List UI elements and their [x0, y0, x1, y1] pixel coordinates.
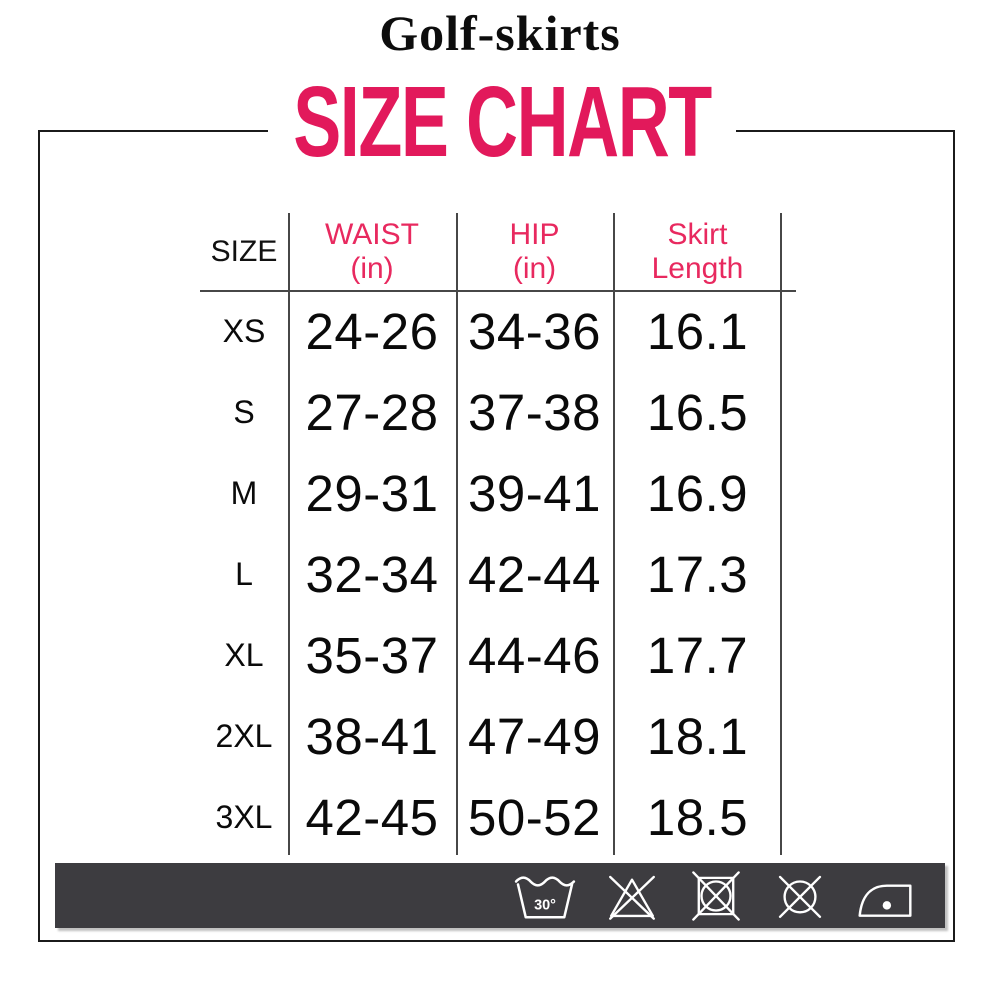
hip-cell: 42-44: [468, 546, 601, 603]
size-cell: 2XL: [215, 718, 273, 754]
do-not-tumble-dry-icon: [687, 869, 745, 923]
size-cell: XS: [222, 313, 266, 349]
hip-cell: 50-52: [468, 789, 601, 846]
waist-cell: 27-28: [305, 384, 439, 441]
hip-cell: 34-36: [468, 303, 601, 360]
hip-cell: 47-49: [468, 708, 601, 765]
do-not-bleach-icon: [603, 869, 661, 923]
length-cell: 17.3: [646, 546, 749, 603]
waist-cell: 38-41: [305, 708, 439, 765]
machine-wash-30-icon: [513, 869, 577, 923]
length-cell: 18.1: [646, 708, 749, 765]
waist-cell: 32-34: [305, 546, 439, 603]
care-instructions-bar: [55, 863, 945, 928]
do-not-dry-clean-icon: [771, 869, 829, 923]
column-header-hip: HIP (in): [509, 218, 560, 285]
length-cell: 17.7: [646, 627, 749, 684]
size-chart-heading: [268, 66, 736, 178]
waist-cell: 42-45: [305, 789, 439, 846]
waist-cell: 29-31: [305, 465, 439, 522]
hip-cell: 44-46: [468, 627, 601, 684]
size-cell: M: [230, 475, 258, 511]
size-cell: XL: [224, 637, 264, 673]
column-header-size: SIZE: [210, 235, 278, 269]
length-cell: 18.5: [646, 789, 749, 846]
size-cell: 3XL: [215, 799, 273, 835]
size-chart-heading-text: SIZE CHART: [293, 66, 711, 178]
length-cell: 16.1: [646, 303, 749, 360]
column-header-waist: WAIST (in): [325, 218, 419, 285]
length-cell: 16.5: [646, 384, 749, 441]
hip-cell: 37-38: [468, 384, 601, 441]
brand-title: Golf-skirts: [379, 5, 621, 61]
length-cell: 16.9: [646, 465, 749, 522]
size-table: [200, 213, 782, 858]
column-header-skirt-length: Skirt Length: [651, 218, 744, 285]
hip-cell: 39-41: [468, 465, 601, 522]
size-cell: L: [235, 556, 253, 592]
size-cell: S: [233, 394, 255, 430]
iron-low-heat-icon: [855, 869, 915, 923]
svg-text:30°: 30°: [534, 897, 556, 913]
waist-cell: 24-26: [305, 303, 439, 360]
waist-cell: 35-37: [305, 627, 439, 684]
